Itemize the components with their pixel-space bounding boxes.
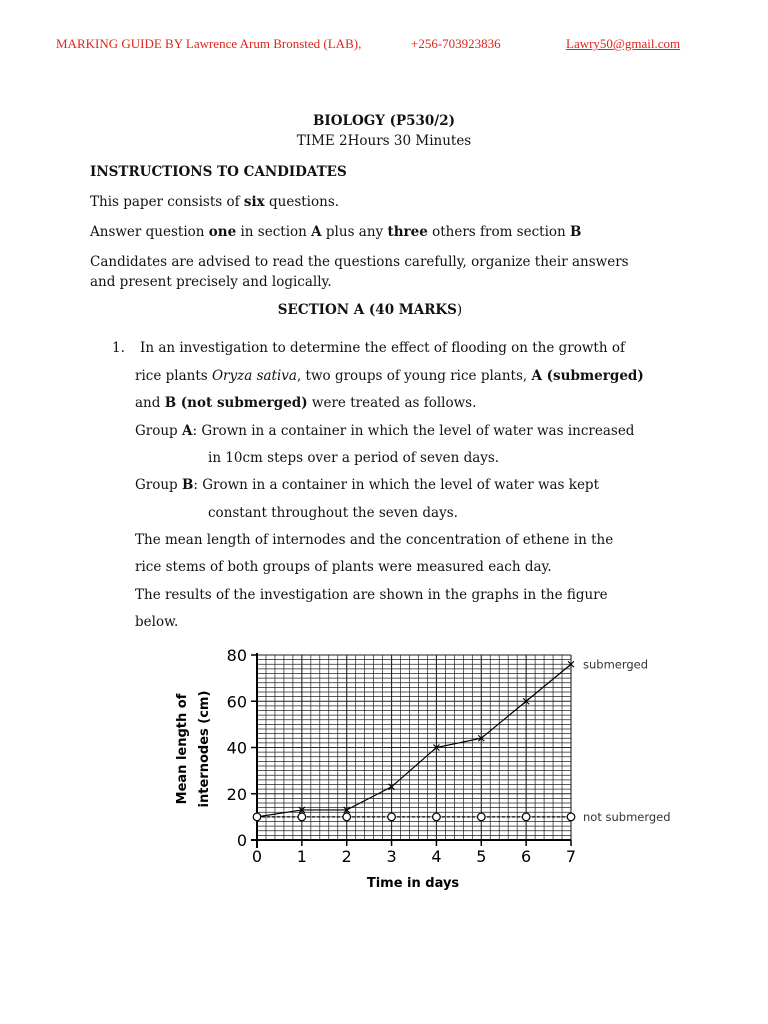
text: Group	[135, 423, 182, 439]
q1-line-1: In an investigation to determine the effect of flooding on the growth of	[140, 340, 625, 356]
group-a-label: A (submerged)	[531, 368, 644, 384]
y-axis-label-line-1: Mean length of	[175, 693, 190, 805]
q1-line-2	[135, 363, 644, 391]
q1-para-line-4: below.	[135, 614, 179, 630]
emphasis: six	[243, 194, 265, 210]
series-label: not submerged	[583, 809, 671, 824]
chart-ticks	[227, 646, 576, 866]
section-label: SECTION A (40 MARKS	[277, 302, 457, 318]
q1-para-line-3: The results of the investigation are shown in the graphs in the figure	[135, 587, 608, 603]
text: Answer question	[90, 224, 209, 240]
header-email-link[interactable]: Lawry50@gmail.com	[566, 36, 681, 51]
x-tick-label: 0	[251, 847, 263, 866]
q1-line-3	[135, 390, 476, 418]
text: and	[135, 395, 165, 411]
data-point	[433, 813, 441, 821]
data-point	[522, 813, 530, 821]
group-b-line-2: constant throughout the seven days.	[208, 505, 458, 521]
y-axis-label-line-2: internodes (cm)	[197, 690, 212, 808]
data-point	[567, 813, 575, 821]
data-point	[253, 813, 261, 821]
data-point	[477, 813, 485, 821]
group-a-line-1	[135, 418, 634, 446]
chart-series	[253, 657, 670, 824]
text: others from section	[427, 224, 571, 240]
header-phone: +256-703923836	[411, 36, 501, 51]
q1-para-line-1: The mean length of internodes and the concentration of ethene in the	[135, 532, 614, 548]
section-close: )	[456, 302, 463, 318]
text: : Grown in a container in which the level of water was increased	[192, 423, 635, 439]
instruction-line-2	[90, 222, 581, 242]
question-number: 1.	[112, 340, 125, 356]
text: questions.	[264, 194, 340, 210]
internode-length-chart	[160, 640, 680, 900]
page-header	[56, 36, 706, 52]
data-point	[343, 813, 351, 821]
species-name: Oryza sativa	[211, 368, 297, 384]
x-tick-label: 2	[341, 847, 352, 866]
group-letter: A	[182, 423, 193, 439]
group-b-label: B (not submerged)	[164, 395, 308, 411]
data-point	[388, 813, 396, 821]
paper-time: TIME 2Hours 30 Minutes	[296, 133, 472, 149]
text: : Grown in a container in which the level of water was kept	[193, 477, 600, 493]
text: , two groups of young rice plants,	[296, 368, 532, 384]
x-tick-label: 7	[565, 847, 577, 866]
x-tick-label: 4	[431, 847, 442, 866]
x-tick-label: 6	[521, 847, 532, 866]
text: Group	[135, 477, 182, 493]
emphasis: three	[387, 224, 428, 240]
series-label: submerged	[583, 657, 649, 672]
emphasis: one	[208, 224, 237, 240]
text: plus any	[321, 224, 388, 240]
x-tick-label: 5	[476, 847, 487, 866]
section-heading	[0, 302, 740, 318]
y-tick-label: 80	[226, 646, 247, 665]
header-author: MARKING GUIDE BY Lawrence Arum Bronsted (LAB),	[56, 36, 362, 51]
text: in section	[236, 224, 312, 240]
y-tick-label: 0	[236, 831, 247, 850]
text: rice plants	[135, 368, 212, 384]
instruction-line-1	[90, 192, 339, 212]
emphasis: B	[570, 224, 582, 240]
instructions-heading: INSTRUCTIONS TO CANDIDATES	[90, 164, 347, 180]
x-tick-label: 3	[386, 847, 397, 866]
y-tick-label: 60	[226, 692, 247, 712]
instruction-line-3a: Candidates are advised to read the questions carefully, organize their answers	[90, 254, 629, 270]
text: This paper consists of	[90, 194, 244, 210]
group-letter: B	[182, 477, 194, 493]
text: were treated as follows.	[307, 395, 477, 411]
group-b-line-1	[135, 472, 599, 500]
group-a-line-2: in 10cm steps over a period of seven days.	[208, 450, 500, 466]
paper-title: BIOLOGY (P530/2)	[312, 113, 456, 129]
emphasis: A	[311, 224, 322, 240]
x-axis-label: Time in days	[366, 876, 460, 891]
y-tick-label: 20	[226, 784, 247, 804]
q1-para-line-2: rice stems of both groups of plants were measured each day.	[135, 559, 552, 575]
x-tick-label: 1	[296, 847, 307, 866]
y-tick-label: 40	[226, 738, 247, 758]
data-point	[298, 813, 306, 821]
instruction-line-3b: and present precisely and logically.	[90, 274, 332, 290]
